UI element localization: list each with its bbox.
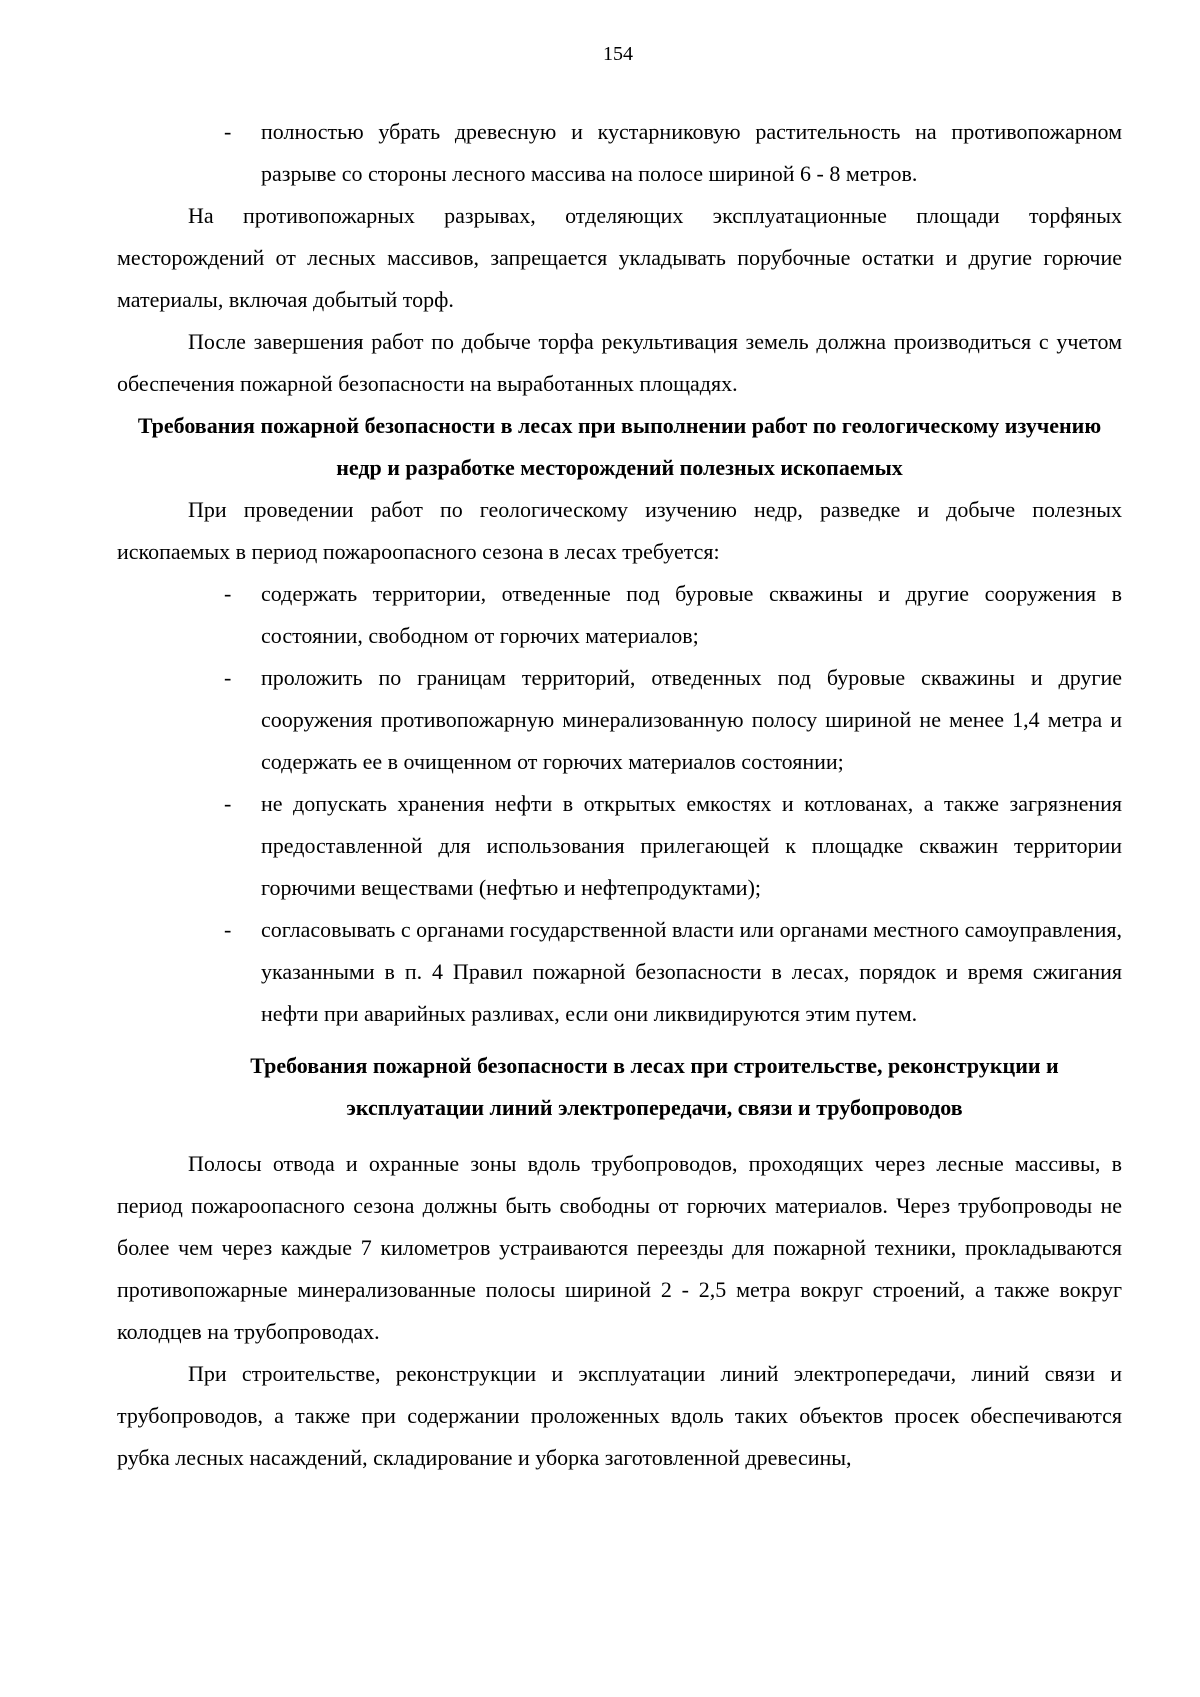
list-bullet-dash: -	[224, 581, 232, 606]
list-item	[117, 909, 1122, 1035]
list-item	[117, 657, 1122, 783]
paragraph: При проведении работ по геологическому изучению недр, разведке и добыче полезных ископаемых в период пожароопасного сезона в лесах требуется:	[117, 497, 1122, 564]
list-bullet-dash: -	[224, 917, 232, 942]
list-item-text: согласовывать с органами государственной власти или органами местного самоуправления, указанными в п. 4 Правил пожарной безопасности в лесах, порядок и время сжигания нефти при аварийных разливах, если они ликвидируются этим путем.	[261, 917, 1122, 1026]
list-item-text: проложить по границам территорий, отведенных под буровые скважины и другие сооружения противопожарную минерализованную полосу шириной не менее 1,4 метра и содержать ее в очищенном от горючих материалов состоянии;	[261, 665, 1122, 774]
list-item	[117, 573, 1122, 657]
list-bullet-dash: -	[224, 665, 232, 690]
list-item-text: полностью убрать древесную и кустарниковую растительность на противопожарном разрыве со стороны лесного массива на полосе шириной 6 - 8 метров.	[261, 119, 1122, 186]
list-item	[117, 111, 1122, 195]
section-heading: Требования пожарной безопасности в лесах при выполнении работ по геологическому изучению недр и разработке месторождений полезных ископаемых	[137, 413, 1102, 480]
list-item	[117, 783, 1122, 909]
paragraph: При строительстве, реконструкции и эксплуатации линий электропередачи, линий связи и трубопроводов, а также при содержании проложенных вдоль таких объектов просек обеспечиваются рубка лесных насаждений, складирование и уборка заготовленной древесины,	[117, 1361, 1122, 1470]
list-item-text: не допускать хранения нефти в открытых емкостях и котлованах, а также загрязнения предоставленной для использования прилегающей к площадке скважин территории горючими веществами (нефтью и нефтепродуктами);	[261, 791, 1122, 900]
list-bullet-dash: -	[224, 119, 232, 144]
paragraph: После завершения работ по добыче торфа рекультивация земель должна производиться с учетом обеспечения пожарной безопасности на выработанных площадях.	[117, 329, 1122, 396]
list-item-text: содержать территории, отведенные под буровые скважины и другие сооружения в состоянии, свободном от горючих материалов;	[261, 581, 1122, 648]
paragraph: Полосы отвода и охранные зоны вдоль трубопроводов, проходящих через лесные массивы, в период пожароопасного сезона должны быть свободны от горючих материалов. Через трубопроводы не более чем через каждые 7 километров устраиваются переезды для пожарной техники, прокладываются противопожарные минерализованные полосы шириной 2 - 2,5 метра вокруг строений, а также вокруг колодцев на трубопроводах.	[117, 1151, 1122, 1344]
page-number: 154	[603, 43, 633, 65]
paragraph: На противопожарных разрывах, отделяющих эксплуатационные площади торфяных месторождений от лесных массивов, запрещается укладывать порубочные остатки и другие горючие материалы, включая добытый торф.	[117, 203, 1122, 312]
section-heading: Требования пожарной безопасности в лесах при строительстве, реконструкции и эксплуатации линий электропередачи, связи и трубопроводов	[250, 1053, 1059, 1120]
document-body	[117, 111, 1122, 1479]
list-bullet-dash: -	[224, 791, 232, 816]
